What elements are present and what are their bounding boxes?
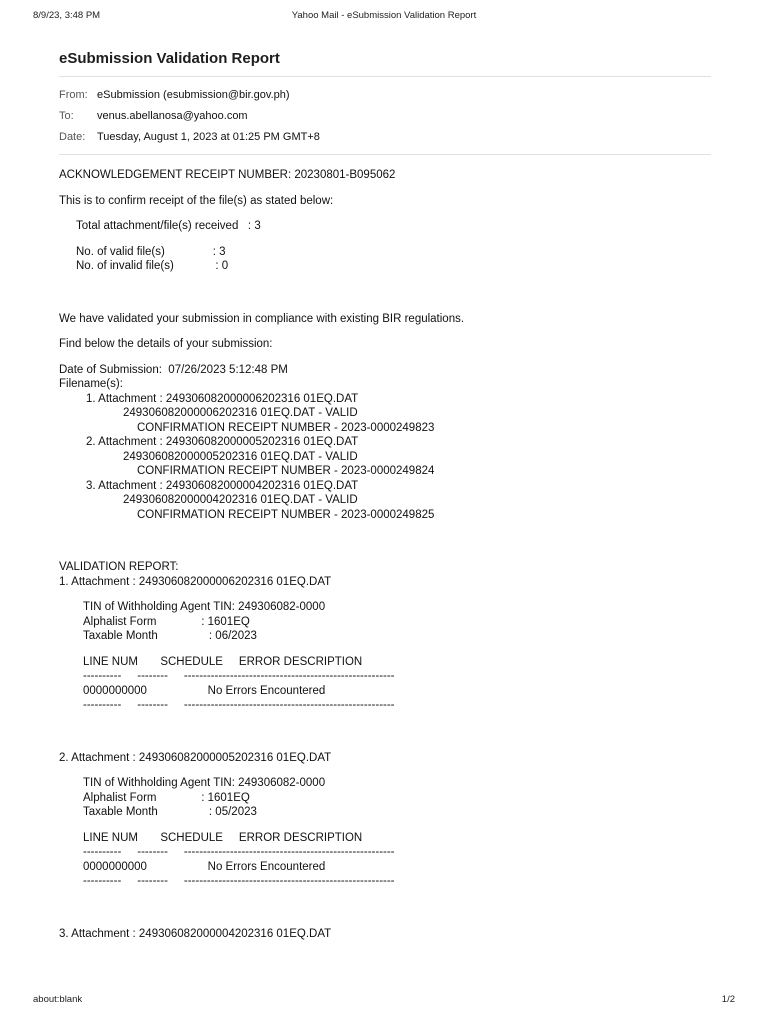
- print-footer: [33, 994, 735, 1008]
- report-table-divider: ---------- -------- -------------------------------------------------------: [83, 670, 395, 682]
- email-subject: eSubmission Validation Report: [59, 50, 711, 77]
- report-attachment: 2. Attachment : 249306082000005202316 01EQ.DAT: [59, 751, 332, 764]
- report-form: Alphalist Form : 1601EQ: [83, 615, 250, 628]
- report-table-divider: ---------- -------- -------------------------------------------------------: [83, 846, 395, 858]
- file-attachment: 2. Attachment : 249306082000005202316 01EQ.DAT: [86, 436, 359, 448]
- report-form: Alphalist Form : 1601EQ: [83, 791, 250, 804]
- invalid-files: No. of invalid file(s) : 0: [76, 260, 229, 272]
- report-attachment: 3. Attachment : 249306082000004202316 01EQ.DAT: [59, 927, 332, 940]
- print-url: about:blank: [33, 994, 83, 1005]
- to-label: To:: [59, 110, 74, 122]
- date-of-submission: Date of Submission: 07/26/2023 5:12:48 PM: [59, 363, 288, 376]
- report-tin: TIN of Withholding Agent TIN: 249306082-0000: [83, 601, 326, 613]
- file-receipt-number: CONFIRMATION RECEIPT NUMBER - 2023-0000249825: [137, 508, 435, 521]
- report-month: Taxable Month : 05/2023: [83, 806, 257, 818]
- report-table-row: 0000000000 No Errors Encountered: [83, 684, 326, 697]
- print-page-number: 1/2: [721, 994, 735, 1005]
- validation-report-title: VALIDATION REPORT:: [59, 561, 179, 573]
- file-receipt-number: CONFIRMATION RECEIPT NUMBER - 2023-0000249824: [137, 465, 435, 477]
- report-attachment: 1. Attachment : 249306082000006202316 01EQ.DAT: [59, 575, 332, 588]
- print-title: Yahoo Mail - eSubmission Validation Report: [291, 10, 477, 21]
- report-table-header: LINE NUM SCHEDULE ERROR DESCRIPTION: [83, 831, 363, 844]
- report-table-row: 0000000000 No Errors Encountered: [83, 860, 326, 873]
- report-month: Taxable Month : 06/2023: [83, 630, 257, 642]
- file-receipt-number: CONFIRMATION RECEIPT NUMBER - 2023-0000249823: [137, 421, 435, 434]
- date-row: [59, 127, 711, 148]
- report-table-divider: ---------- -------- -------------------------------------------------------: [83, 875, 395, 887]
- email-header: [59, 50, 711, 155]
- report-table-divider: ---------- -------- -------------------------------------------------------: [83, 699, 395, 711]
- find-below-text: Find below the details of your submission:: [59, 338, 273, 350]
- valid-files: No. of valid file(s) : 3: [76, 245, 226, 258]
- total-files: Total attachment/file(s) received : 3: [76, 220, 261, 232]
- file-attachment: 1. Attachment : 249306082000006202316 01EQ.DAT: [86, 392, 359, 405]
- report-table-header: LINE NUM SCHEDULE ERROR DESCRIPTION: [83, 655, 363, 668]
- report-tin: TIN of Withholding Agent TIN: 249306082-0000: [83, 777, 326, 789]
- to-row: [59, 106, 711, 127]
- file-valid-line: 249306082000005202316 01EQ.DAT - VALID: [123, 450, 358, 463]
- print-header: [33, 10, 735, 26]
- from-label: From:: [59, 89, 88, 101]
- to-value[interactable]: venus.abellanosa@yahoo.com: [97, 110, 248, 122]
- confirm-text: This is to confirm receipt of the file(s) as stated below:: [59, 194, 334, 207]
- from-value[interactable]: eSubmission (esubmission@bir.gov.ph): [97, 89, 290, 101]
- email-meta: [59, 77, 711, 155]
- ack-receipt-number: ACKNOWLEDGEMENT RECEIPT NUMBER: 20230801-B095062: [59, 169, 396, 181]
- date-value: Tuesday, August 1, 2023 at 01:25 PM GMT+8: [97, 131, 320, 143]
- file-valid-line: 249306082000006202316 01EQ.DAT - VALID: [123, 407, 358, 419]
- from-row: [59, 85, 711, 106]
- validated-text: We have validated your submission in compliance with existing BIR regulations.: [59, 312, 465, 325]
- file-attachment: 3. Attachment : 249306082000004202316 01EQ.DAT: [86, 479, 359, 492]
- date-label: Date:: [59, 131, 86, 143]
- print-datetime: 8/9/23, 3:48 PM: [33, 10, 101, 21]
- file-valid-line: 249306082000004202316 01EQ.DAT - VALID: [123, 494, 358, 506]
- email-body: [59, 168, 719, 941]
- filenames-label: Filename(s):: [59, 378, 123, 390]
